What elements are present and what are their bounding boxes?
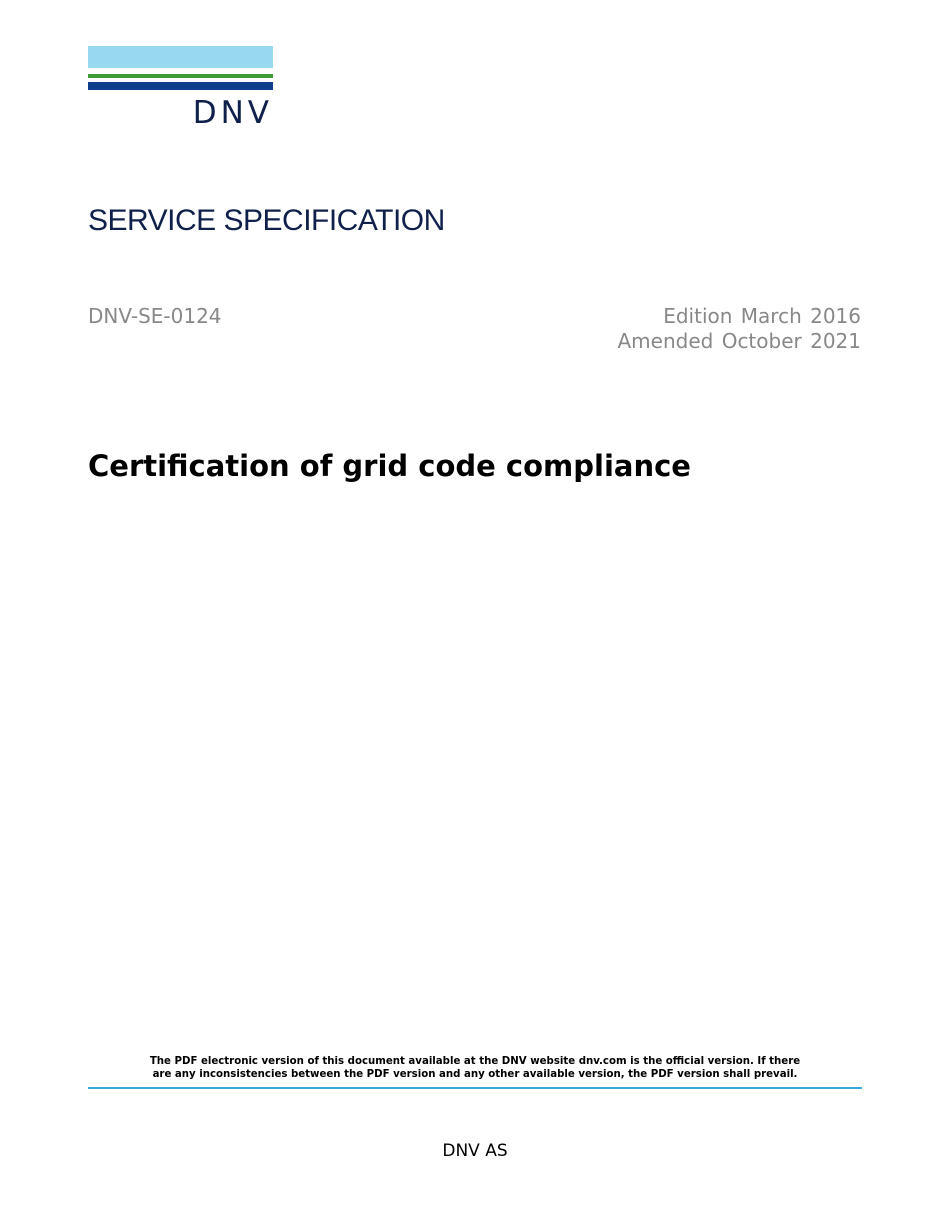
document-title: Certification of grid code compliance bbox=[88, 449, 691, 483]
document-number: DNV-SE-0124 bbox=[88, 304, 222, 328]
notice-line-1: The PDF electronic version of this document available at the DNV website dnv.com is the official version. If there bbox=[149, 1056, 801, 1067]
dnv-logo bbox=[88, 46, 273, 130]
logo-sky-band bbox=[88, 46, 273, 68]
document-type: SERVICE SPECIFICATION bbox=[88, 204, 445, 237]
amended-date: Amended October 2021 bbox=[617, 329, 861, 353]
logo-wordmark: DNV bbox=[192, 95, 273, 131]
edition-info bbox=[618, 306, 862, 356]
logo-green-band bbox=[88, 74, 273, 78]
edition-date: Edition March 2016 bbox=[663, 304, 861, 328]
footer-divider bbox=[88, 1087, 862, 1089]
publisher-name: DNV AS bbox=[442, 1141, 508, 1161]
notice-line-2: are any inconsistencies between the PDF version and any other available version, the PDF version shall prevail. bbox=[152, 1069, 798, 1080]
logo-navy-band bbox=[88, 82, 273, 90]
pdf-official-notice bbox=[88, 1055, 862, 1081]
